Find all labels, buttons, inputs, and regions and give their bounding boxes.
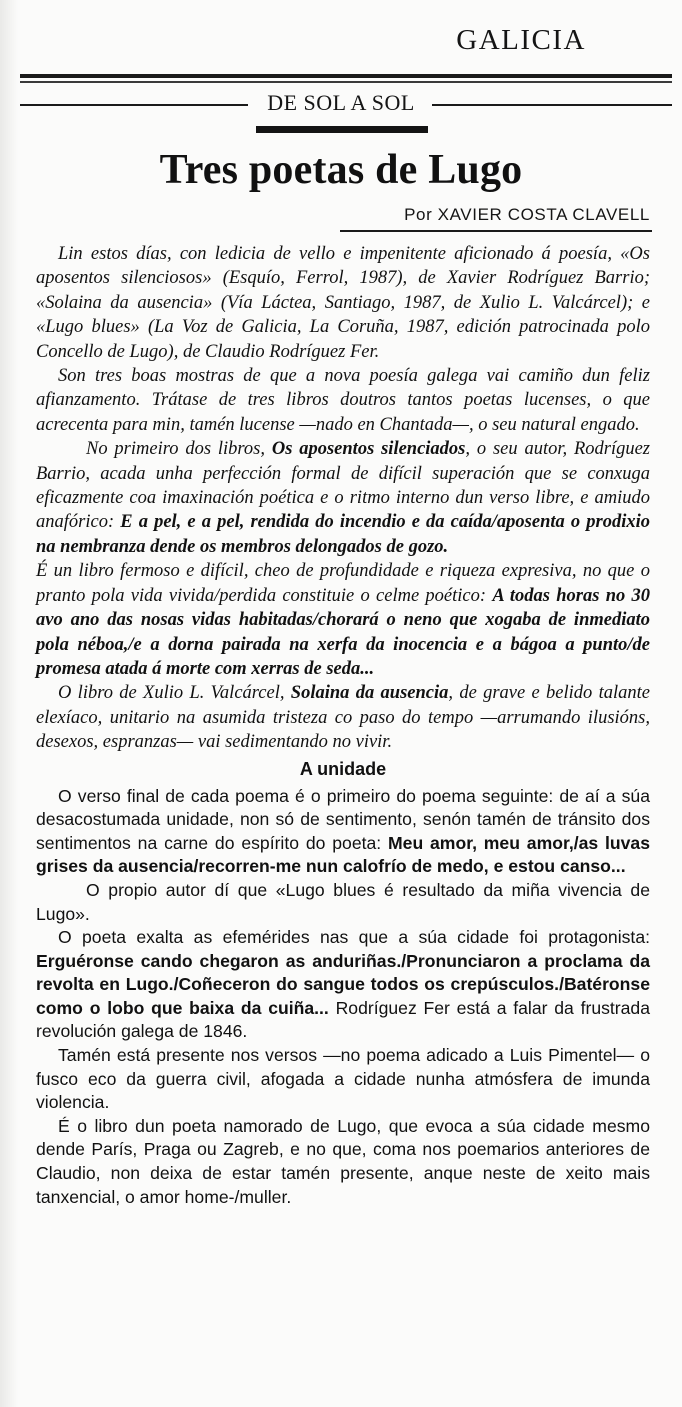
text-run: No primeiro dos libros, (86, 439, 272, 460)
header-rule-thick (20, 74, 672, 78)
book-title-solaina: Solaina da ausencia (290, 683, 449, 704)
paragraph-efemerides (36, 926, 650, 1044)
kicker-rule-right (432, 104, 672, 106)
verse-quote: E a pel, e a pel, rendida do incendio e da caída/aposenta o prodixio na nembranza dende os membros delongados de gozo. (36, 512, 650, 557)
paragraph-unidade (36, 785, 650, 879)
text-run: O verso final de cada poema é o primeiro do poema seguinte: de aí a súa desacostumada unidade, non só de sentimento, senón tamén de tránsito dos sentimentos na carne do espírito do poeta: (36, 785, 650, 853)
kicker-underline-bar (256, 126, 428, 133)
text-run: , o seu autor, Rodríguez Barrio, acada unha perfección formal de difícil superación que se conxuga eficazmente coa imaxinación poética e o ritmo interno dun verso libre, e amiudo anafórico: (36, 439, 650, 533)
text-run: O poeta exalta as efemérides nas que a súa cidade foi protagonista: (58, 927, 650, 948)
byline-rule (340, 230, 652, 232)
headline: Tres poetas de Lugo (159, 147, 523, 193)
paragraph-lugo: É o libro dun poeta namorado de Lugo, que evoca a súa cidade mesmo dende París, Praga ou Zagreb, e no que, coma nos poemarios anteriores de Claudio, non deixa de estar tamén presente, anque neste de xeito mais tanxencial, o amor home-/muller. (36, 1115, 650, 1207)
paragraph-intro: Lin estos días, con ledicia de vello e impenitente aficionado á poesía, «Os aposentos silenciosos» (Esquío, Ferrol, 1987), de Xavier Rodríguez Barrio; «Solaina da ausencia» (Vía Láctea, Santiago, 1987, de Xulio L. Valcárcel); e «Lugo blues» (La Voz de Galicia, La Coruña, 1987, edición patrocinada polo Concello de Lugo), de Claudio Rodríguez Fer. (36, 244, 650, 362)
book-title-aposentos: Os aposentos silenciados (271, 439, 466, 460)
paragraph-valcarcel (36, 681, 650, 754)
verse-quote: Meu amor, meu amor,/as luvas grises da ausencia/recorren-me nun calofrío de medo, e estou canso... (36, 832, 651, 877)
verse-quote: A todas horas no 30 avo ano das nosas vidas habitadas/chorará o neno que xogaba de inmediato pola néboa,/e a dorna pairada na xerfa da inocencia e a bágoa a punto/de promesa atada á morte com xerras de seda... (36, 585, 650, 679)
text-run: O libro de Xulio L. Valcárcel, (58, 683, 291, 704)
subheading: A unidade (299, 758, 387, 779)
paragraph-guerra: Tamén está presente nos versos —no poema adicado a Luis Pimentel— o fusco eco da guerra civil, afogada a cidade nunha atmósfera de imunda violencia. (36, 1045, 650, 1113)
kicker-label: DE SOL A SOL (267, 90, 415, 115)
paragraph-overview: Son tres boas mostras de que a nova poesía galega vai camiño dun feliz afianzamento. Trátase de tres libros doutros tantos poetas lucenses, o que acrecenta para min, tamén lucense —nado en Chantada—, o seu natural engado. (36, 366, 650, 435)
verse-quote: Erguéronse cando chegaron as anduriñas./Pronunciaron a proclama da revolta en Lugo./Coñeceron do sangue todos os crepúsculos./Batéronse como o lobo que baixa da cuiña... (36, 950, 650, 1018)
text-run: Rodríguez Fer está a falar da frustrada revolución galega de 1846. (36, 997, 650, 1042)
paragraph-author-quote: O propio autor dí que «Lugo blues é resultado da miña vivencia de Lugo». (36, 879, 650, 924)
header-rule-thin (20, 81, 672, 83)
text-run: , de grave e belido talante elexíaco, unitario na asumida tristeza co paso do tempo —arrumando ilusións, desexos, espranzas— vai sedimentando no vivir. (36, 683, 650, 753)
article-body (36, 242, 650, 1209)
text-run: É un libro fermoso e difícil, cheo de profundidade e riqueza expresiva, no que o pranto pola vida vivida/perdida constituie o celme poético: (36, 561, 650, 606)
byline: Por XAVIER COSTA CLAVELL (404, 205, 650, 224)
section-title: GALICIA (456, 24, 586, 56)
paper-edge-shadow (0, 0, 18, 1407)
kicker-rule-left (20, 104, 248, 106)
paragraph-barrio-2 (36, 559, 650, 681)
paragraph-barrio (36, 437, 650, 559)
